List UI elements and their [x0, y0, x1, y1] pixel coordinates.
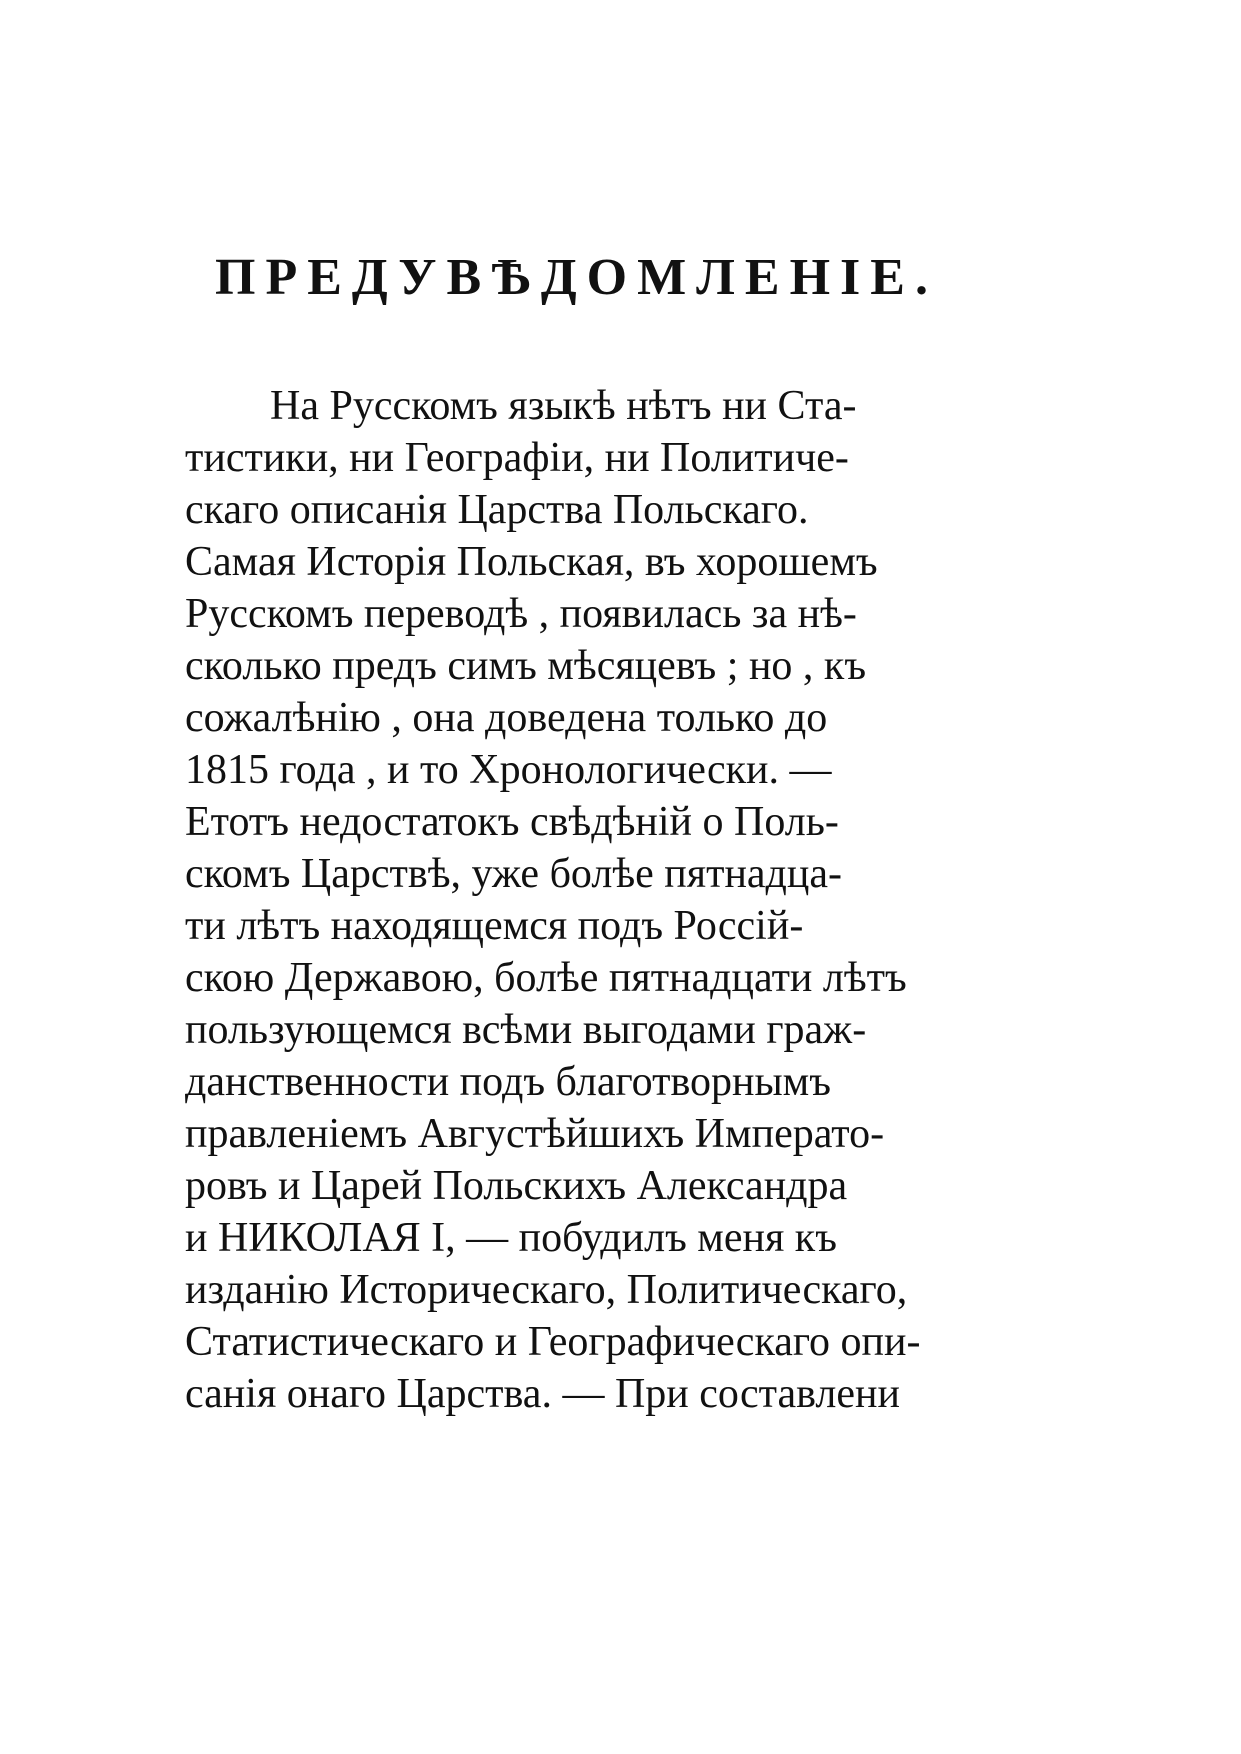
text-line: скою Державою, болѣе пятнадцати лѣтъ: [185, 955, 907, 1001]
text-line: сколько предъ симъ мѣсяцевъ ; но , къ: [185, 643, 867, 689]
text-line: тистики, ни Географіи, ни Политиче-: [185, 435, 849, 481]
body-text: [185, 380, 1050, 1420]
text-line: На Русскомъ языкѣ нѣтъ ни Ста-: [270, 383, 857, 429]
page-title: ПРЕДУВѢДОМЛЕНІЕ.: [215, 249, 938, 306]
text-line: пользующемся всѣми выгодами граж-: [185, 1007, 867, 1053]
text-line: Самая Исторія Польская, въ хорошемъ: [185, 539, 878, 585]
text-line: 1815 года , и то Хронологически. —: [185, 747, 832, 793]
text-line: ровъ и Царей Польскихъ Александра: [185, 1163, 848, 1209]
text-line: данственности подъ благотворнымъ: [185, 1059, 831, 1105]
text-line: санія онаго Царства. — При составлени: [185, 1371, 900, 1417]
text-line: скомъ Царствѣ, уже болѣе пятнадца-: [185, 851, 843, 897]
text-line: сожалѣнію , она доведена только до: [185, 695, 828, 741]
text-line: Статистическаго и Географическаго опи-: [185, 1319, 921, 1365]
text-line: Етотъ недостатокъ свѣдѣній о Поль-: [185, 799, 839, 845]
text-line: Русскомъ переводѣ , появилась за нѣ-: [185, 591, 857, 637]
text-line: ти лѣтъ находящемся подъ Россій-: [185, 903, 804, 949]
text-line: изданію Историческаго, Политическаго,: [185, 1267, 908, 1313]
text-line: и НИКОЛАЯ I, — побудилъ меня къ: [185, 1215, 837, 1261]
text-line: правленіемъ Августѣйшихъ Императо-: [185, 1111, 885, 1157]
text-line: скаго описанія Царства Польскаго.: [185, 487, 809, 533]
